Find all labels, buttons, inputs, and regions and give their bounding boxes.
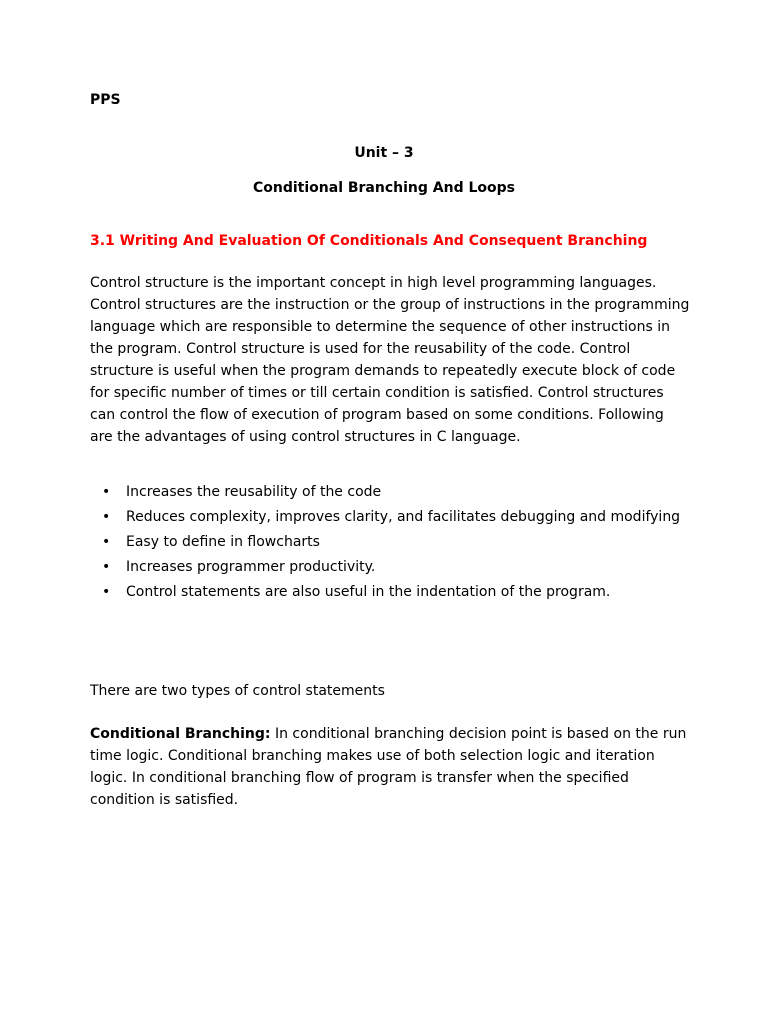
bullet-icon: • [102, 509, 111, 525]
list-item [90, 557, 690, 578]
course-label: PPS [90, 92, 121, 108]
list-item-text: Easy to define in flowcharts [126, 534, 320, 550]
intro-paragraph: Control structure is the important concept in high level programming languages. Control structures are the instruction or the group of instructions in the programming language which are responsible to determine the sequence of other instructions in the program. Control structure is used for the reusability of the code. Control structure is useful when the program demands to repeatedly execute block of code for specific number of times or till certain condition is satisfied. Control structures can control the flow of execution of program based on some conditions. Following are the advantages of using control structures in C language. [90, 275, 690, 445]
list-item [90, 482, 690, 503]
section-heading: 3.1 Writing And Evaluation Of Conditionals And Consequent Branching [90, 233, 648, 249]
bullet-icon: • [102, 534, 111, 550]
list-item [90, 532, 690, 553]
advantages-list [90, 482, 690, 607]
conditional-branching-text: In conditional branching decision point is based on the run time logic. Conditional branching makes use of both selection logic and iteration logic. In conditional branching flow of program is transfer when the specified condition is satisfied. [90, 726, 687, 808]
bullet-icon: • [102, 484, 111, 500]
list-item-text: Increases the reusability of the code [126, 484, 382, 500]
bullet-icon: • [102, 584, 111, 600]
list-item [90, 507, 690, 528]
conditional-branching-paragraph [90, 723, 690, 811]
chapter-title: Conditional Branching And Loops [252, 180, 515, 196]
list-item [90, 582, 690, 603]
types-intro: There are two types of control statements [90, 683, 385, 699]
conditional-branching-term: Conditional Branching: [90, 726, 271, 742]
bullet-icon: • [102, 559, 111, 575]
unit-title: Unit – 3 [354, 145, 414, 161]
list-item-text: Control statements are also useful in the indentation of the program. [126, 584, 611, 600]
list-item-text: Increases programmer productivity. [126, 559, 376, 575]
list-item-text: Reduces complexity, improves clarity, and facilitates debugging and modifying [126, 509, 681, 525]
